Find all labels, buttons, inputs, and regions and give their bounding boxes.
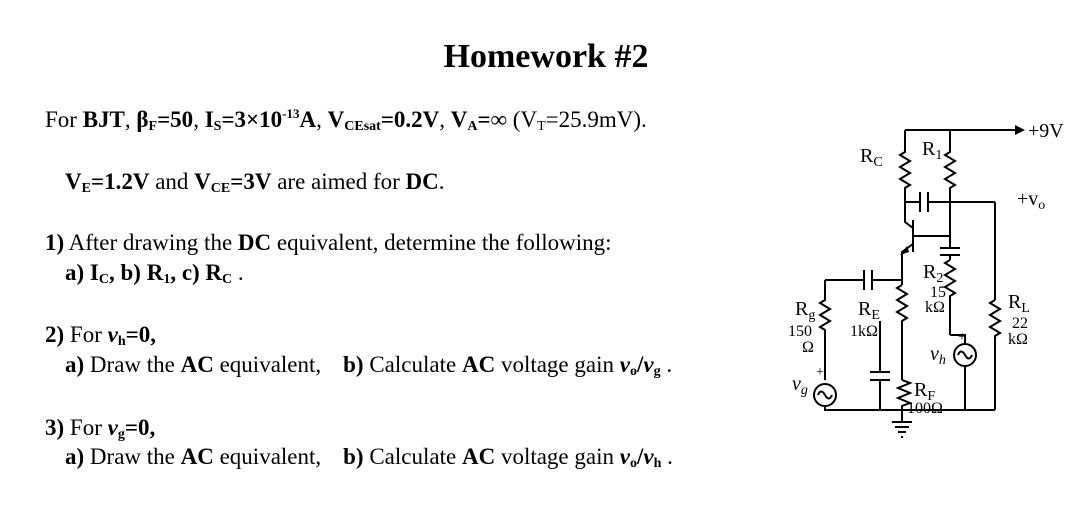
text: For [45,107,83,132]
subscript: CE [210,181,231,196]
text: . [232,260,244,285]
r2-label [923,261,943,286]
rl-label [1008,291,1030,316]
subscript: g [117,427,125,442]
rg-symbol: R [795,298,809,320]
text: equivalent, determine the following: [271,230,612,255]
subscript: 1 [935,148,943,163]
text: . [438,169,445,194]
r2-unit: kΩ [925,299,945,316]
vg-wire [825,406,880,410]
part-b-label: b) [343,352,364,377]
beta-symbol: β [136,107,149,132]
subscript: C [222,272,233,287]
part-a: a) I [65,260,99,285]
subscript: g [800,383,808,398]
vt-value: =25.9mV). [545,107,647,132]
text: Calculate [363,444,462,469]
text: , [193,107,205,132]
dc-label: DC [405,169,439,194]
question-1 [45,229,612,257]
rg-value: 150 [788,323,812,340]
vcesat-symbol: V [327,107,345,132]
supply-arrow [1015,125,1025,135]
re-symbol: R [858,298,872,320]
vg-label [792,373,808,398]
subscript: o [1038,198,1046,213]
circuit-diagram [780,110,1080,450]
rg-unit: Ω [802,339,814,356]
part-b: , b) R [109,260,164,285]
ac-label: AC [461,444,496,469]
text: , [439,107,451,132]
r2-value: 15 [930,284,946,301]
vh-label [930,343,946,368]
text: equivalent, [213,444,322,469]
rc-label [860,145,883,170]
vg-symbol: v [792,373,801,395]
text: equivalent, [213,352,322,377]
value: =0, [125,322,156,347]
part-a-label: a) [65,444,85,469]
r1-resistor [945,130,955,202]
vcesat-value: =0.2V [380,107,440,132]
exponent: -13 [282,106,300,121]
bjt-label: BJT [82,107,125,132]
rl-resistor [990,300,1000,410]
vo-symbol: +v [1017,188,1039,210]
text: voltage gain [495,444,620,469]
subscript: o [629,364,637,379]
ac-label: AC [180,352,214,377]
subscript: F [927,389,936,404]
subscript: 1 [163,272,171,287]
part-b-label: b) [343,444,364,469]
vt-symbol: (V [507,107,538,132]
ve-symbol: V [65,169,82,194]
part-c: , c) R [170,260,223,285]
r2-resistor [945,260,955,335]
subscript: g [808,308,816,323]
subscript: E [871,308,880,323]
va-symbol: V [450,107,468,132]
re-resistor [897,285,907,380]
text: Draw the [84,352,181,377]
vce-value: =3V [230,169,272,194]
is-value: =3×10 [221,107,283,132]
unit: A [299,107,317,132]
text: After drawing the [64,230,238,255]
variable: v [619,444,630,469]
va-value: =∞ [477,107,508,132]
question-2-parts [65,351,672,379]
text: Calculate [363,352,462,377]
question-number: 3) [45,415,65,440]
rl-value: 22 [1012,315,1028,332]
dc-label: DC [237,230,272,255]
variable: v [643,352,654,377]
rc-resistor [900,130,910,202]
subscript: S [213,119,222,134]
question-number: 2) [45,322,65,347]
bjt-collector [905,202,913,228]
subscript: g [653,364,661,379]
subscript: E [81,181,91,196]
subscript: T [537,119,546,134]
supply-label: +9V [1028,120,1064,142]
text: . [660,352,673,377]
slash: / [636,444,644,469]
ac-label: AC [180,444,214,469]
ac-label: AC [461,352,496,377]
text: and [149,169,195,194]
subscript: h [117,334,126,349]
text: voltage gain [495,352,620,377]
r2-symbol: R [923,261,937,283]
rf-value: 100Ω [907,400,943,417]
variable: v [107,415,118,440]
vg-wave [818,392,832,399]
subscript: 2 [936,271,944,286]
page-title: Homework #2 [443,38,649,75]
vce-symbol: V [194,169,211,194]
question-3 [45,414,155,442]
variable: v [643,444,654,469]
subscript: A [467,119,478,134]
vo-label [1017,188,1045,213]
text: , [124,107,137,132]
rg-label [795,298,815,323]
text: Draw the [84,444,181,469]
given-line-1 [45,106,647,134]
text: are aimed for [271,169,406,194]
subscript: h [938,353,946,368]
variable: v [107,322,118,347]
input-capacitor [825,270,902,290]
base-capacitor [940,236,960,260]
beta-value: =50 [157,107,194,132]
question-number: 1) [45,230,65,255]
rc-symbol: R [860,145,874,167]
part-a-label: a) [65,352,85,377]
vg-plus: + [816,365,824,380]
rl-symbol: R [1008,291,1022,313]
subscript: CEsat [344,119,381,134]
rl-unit: kΩ [1008,331,1028,348]
re-label [858,298,880,323]
text: , [316,107,328,132]
subscript: C [98,272,109,287]
is-symbol: I [204,107,214,132]
variable: v [619,352,630,377]
vh-plus: + [958,330,966,345]
subscript: h [653,456,662,471]
text: . [661,444,673,469]
ve-value: =1.2V [90,169,150,194]
subscript: C [873,155,883,170]
text: For [64,322,108,347]
text: For [64,415,108,440]
re-value: 1kΩ [850,323,878,340]
base-wire [913,202,950,236]
slash: / [636,352,644,377]
question-2 [45,321,156,349]
r1-symbol: R [922,138,936,160]
question-3-parts [65,443,673,471]
given-line-2 [65,168,445,196]
value: =0, [124,415,156,440]
vh-wave [958,352,972,359]
vh-symbol: v [930,343,939,365]
subscript: o [629,456,637,471]
subscript: F [148,119,158,134]
r1-label [922,138,942,163]
rf-symbol: R [914,379,928,401]
subscript: L [1021,301,1030,316]
question-1-parts [65,259,244,287]
